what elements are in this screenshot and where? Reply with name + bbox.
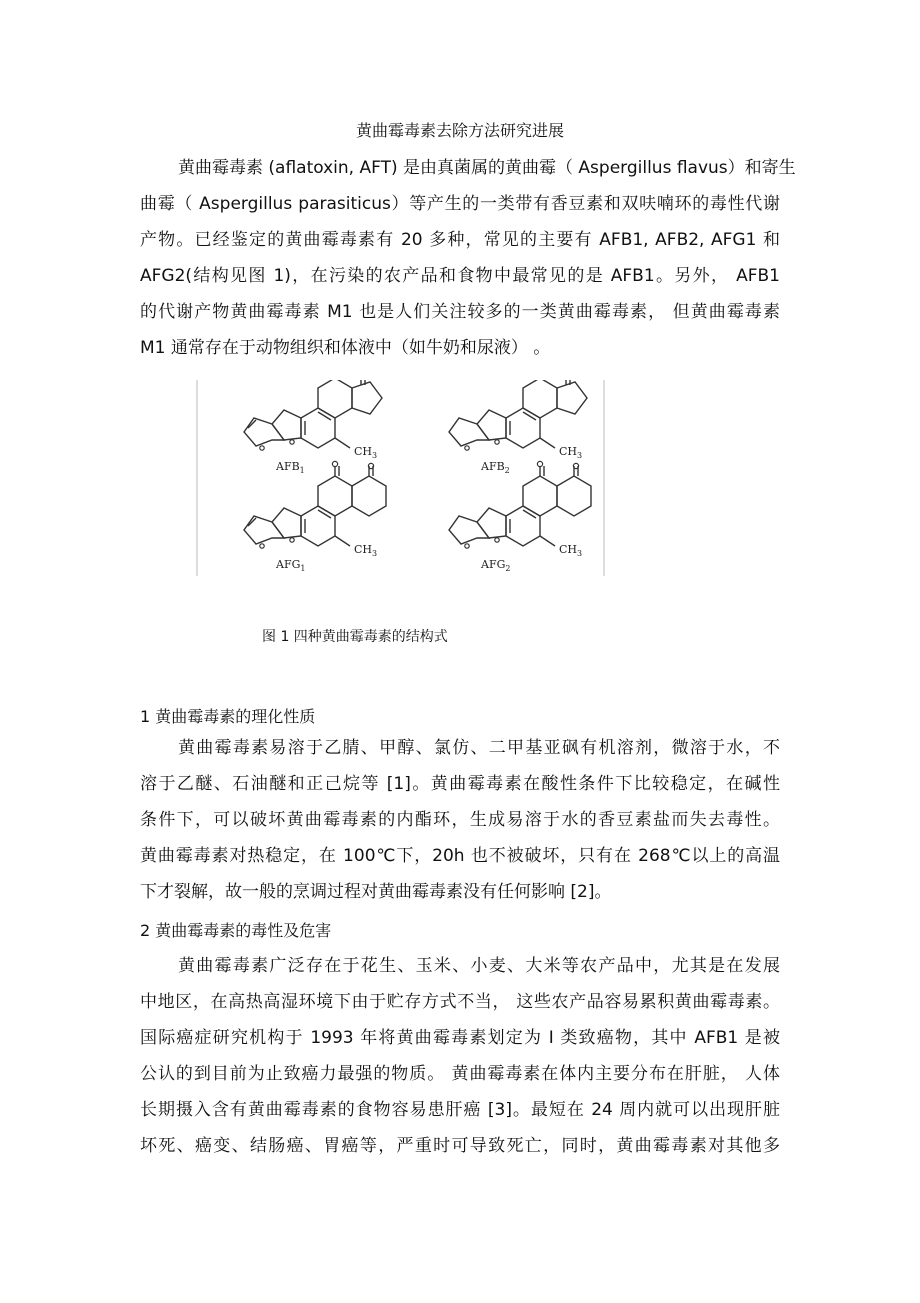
section1-line: 下才裂解，故一般的烹调过程对黄曲霉毒素没有任何影响 [2]。	[140, 882, 612, 902]
section2-line: 中地区，在高热高湿环境下由于贮存方式不当， 这些农产品容易累积黄曲霉毒素。	[140, 992, 780, 1012]
methyl-label: $CH_3$	[559, 543, 583, 558]
section2-line: 长期摄入含有黄曲霉毒素的食物容易患肝癌 [3]。最短在 24 周内就可以出现肝脏	[140, 1100, 780, 1120]
molecule-label: $AFB_1$	[276, 460, 305, 475]
section1-line: 溶于乙醚、石油醚和正己烷等 [1]。黄曲霉毒素在酸性条件下比较稳定，在碱性	[140, 774, 780, 794]
molecule-structure	[449, 380, 587, 475]
section2-line: 公认的到目前为止致癌力最强的物质。 黄曲霉毒素在体内主要分布在肝脏， 人体	[140, 1064, 780, 1084]
molecule-structure	[244, 380, 382, 475]
structure-figure-svg	[196, 380, 606, 576]
intro-line: 产物。已经鉴定的黄曲霉毒素有 20 多种，常见的主要有 AFB1, AFB2, AFG1 和	[140, 230, 780, 250]
section2-line: 国际癌症研究机构于 1993 年将黄曲霉毒素划定为 I 类致癌物，其中 AFB1 是被	[140, 1028, 780, 1048]
section-heading: 1 黄曲霉毒素的理化性质	[140, 707, 316, 726]
molecule-label: $AFG_1$	[276, 558, 306, 573]
section2-line: 坏死、癌变、结肠癌、胃癌等，严重时可导致死亡，同时，黄曲霉毒素对其他多	[140, 1136, 780, 1156]
methyl-label: $CH_3$	[559, 445, 583, 460]
molecule-structure	[449, 461, 591, 573]
intro-line: 曲霉（ Aspergillus parasiticus）等产生的一类带有香豆素和双呋喃环的毒性代谢	[140, 194, 780, 214]
molecule-structure	[244, 461, 386, 573]
intro-line: AFG2(结构见图 1)，在污染的农产品和食物中最常见的是 AFB1。另外， AFB1	[140, 266, 780, 286]
figure-caption: 图 1 四种黄曲霉毒素的结构式	[262, 629, 448, 645]
section2-line: 黄曲霉毒素广泛存在于花生、玉米、小麦、大米等农产品中，尤其是在发展	[178, 956, 780, 976]
section1-line: 黄曲霉毒素易溶于乙腈、甲醇、氯仿、二甲基亚砜有机溶剂，微溶于水，不	[178, 738, 780, 758]
intro-line: 黄曲霉毒素 (aflatoxin, AFT) 是由真菌属的黄曲霉（ Aspergillus flavus）和寄生	[178, 158, 796, 178]
structure-figure	[196, 380, 606, 576]
molecule-label: $AFB_2$	[481, 460, 510, 475]
document-title: 黄曲霉毒素去除方法研究进展	[355, 121, 564, 140]
section1-line: 黄曲霉毒素对热稳定，在 100℃下，20h 也不被破坏，只有在 268℃以上的高温	[140, 846, 780, 866]
methyl-label: $CH_3$	[354, 543, 378, 558]
methyl-label: $CH_3$	[354, 445, 378, 460]
intro-line: M1 通常存在于动物组织和体液中（如牛奶和尿液） 。	[140, 338, 551, 358]
intro-line: 的代谢产物黄曲霉毒素 M1 也是人们关注较多的一类黄曲霉毒素， 但黄曲霉毒素	[140, 302, 780, 322]
section1-line: 条件下，可以破坏黄曲霉毒素的内酯环，生成易溶于水的香豆素盐而失去毒性。	[140, 810, 780, 830]
section-heading: 2 黄曲霉毒素的毒性及危害	[140, 921, 332, 940]
molecule-label: $AFG_2$	[481, 558, 511, 573]
